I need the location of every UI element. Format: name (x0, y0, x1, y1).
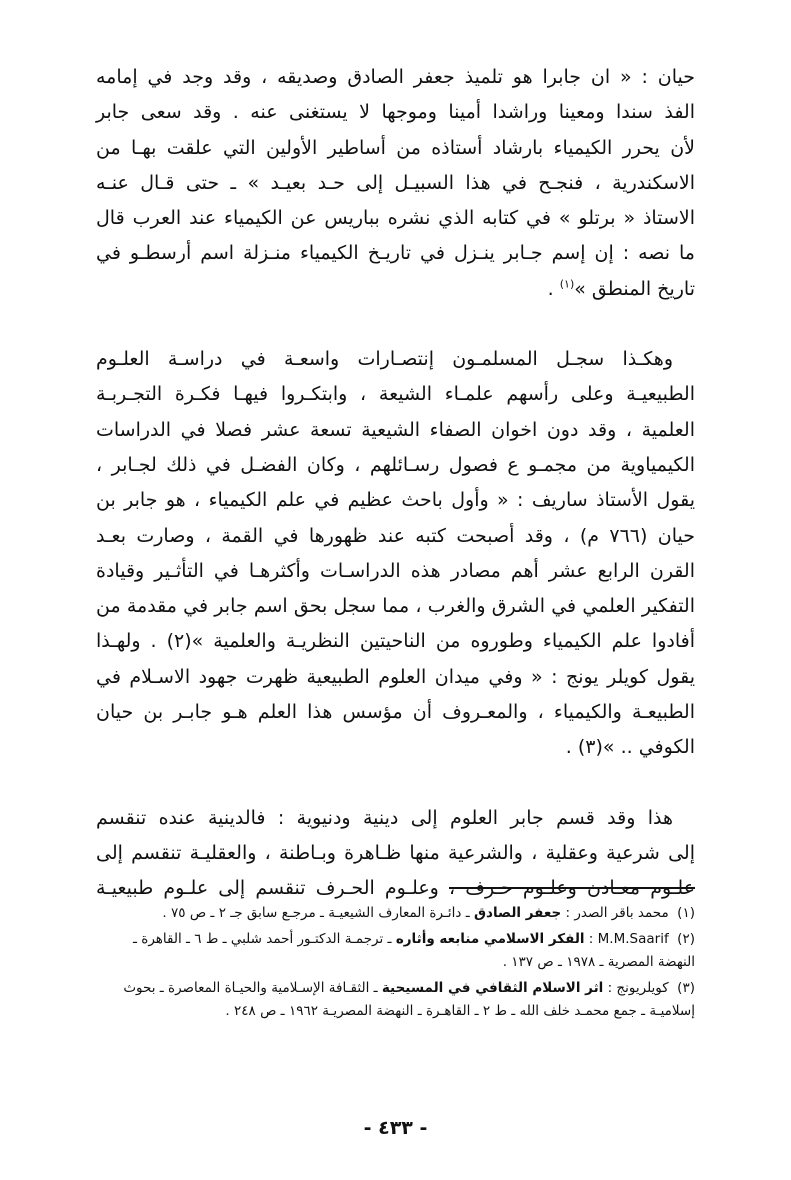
text-line: الاستاذ « برتلو » في كتابه الذي نشره بباريس عن الكيمياء عند العرب قال (96, 207, 695, 230)
text-fragment: . (547, 277, 560, 300)
footnote-author: كويلريونج : (603, 979, 669, 996)
footnote-details: ـ الثقـافة الإسـلامية والحيـاة المعاصرة ـ بحوث إسلاميـة ـ جمع محمـد خلف الله ـ ط ٢ ـ القاهـرة ـ النهضة المصريـة ١٩٦٢ ـ ص ٢٤٨ . (123, 979, 695, 1019)
text-line: علـوم معـادن وعلـوم حـرف ، وعلـوم الحـرف تنقسم إلى علـوم طبيعيـة (96, 877, 695, 900)
footnote-number: (١) (677, 905, 695, 921)
footnote-author: M.M.Saarif : (584, 930, 669, 947)
footnote-number: (٢) (677, 930, 695, 947)
footnote-ref: (١) (559, 277, 575, 291)
text-line: يقول الأستاذ ساريف : « وأول باحث عظيم في علم الكيمياء ، هو جابر بن (96, 489, 695, 512)
text-line: القرن الرابع عشر أهم مصادر هذه الدراسـات وأكثرهـا في التأثـير وقيادة (96, 559, 695, 582)
footnote-3 (96, 977, 695, 1024)
text-line: الطبيعيـة وعلى رأسهم علمـاء الشيعة ، وابتكـروا فيهـا فكـرة التجـربـة (96, 383, 695, 406)
footnote-details: ـ ترجمـة الدكتـور أحمد شلبي ـ ط ٦ ـ القاهرة ـ النهضة المصرية ـ ١٩٧٨ ـ ص ١٣٧ . (133, 930, 695, 970)
footnote-number: (٣) (677, 979, 695, 996)
footnote-1 (96, 902, 695, 926)
text-line: الاسكندرية ، فنجـح في هذا السبيـل إلى حـد بعيـد » ـ حتى قـال عنـه (96, 171, 695, 194)
footnote-author: محمد باقر الصدر : (561, 905, 669, 921)
paragraph-gap (96, 307, 695, 342)
text-line: الطبيعـة والكيمياء ، والمعـروف أن مؤسس هذا العلم هـو جابـر بن حيان (96, 701, 695, 724)
footnote-details: ـ دائـرة المعارف الشيعيـة ـ مرجـع سابق جـ ٢ ـ ص ٧٥ . (162, 905, 474, 921)
text-line: الكوفي .. »(٣) . (565, 736, 695, 759)
text-line: الكيمياوية من مجمـو ع فصول رسـائلهم ، وكان الفضـل في ذلك لجـابر ، (96, 453, 695, 476)
text-line: إلى شرعية وعقلية ، والشرعية منها ظـاهرة وبـاطنة ، والعقليـة تنقسم إلى (96, 841, 695, 864)
text-line: لأن يحرر الكيمياء بارشاد أستاذه من أساطير الأولين التي علقت بهـا من (96, 136, 695, 159)
footnote-title: اثر الاسلام الثقافي في المسيحية (381, 979, 604, 996)
paragraph-1 (96, 60, 695, 307)
page-number: - ٤٣٣ - (363, 1117, 428, 1139)
paragraph-gap (96, 766, 695, 801)
text-line: أفادوا علم الكيمياء وطوروه من الناحيتين النظريـة والعلمية »(٢) . ولهـذا (96, 630, 695, 653)
paragraph-2 (96, 342, 695, 766)
text-line: العلمية ، وقد دون اخوان الصفاء الشيعية تسعة عشر فصلا في الدراسات (96, 418, 695, 441)
text-line: وهكـذا سجـل المسلمـون إنتصـارات واسعـة في دراسـة العلـوم (96, 348, 673, 371)
footnote-title: الفكر الاسلامي منابعه وأثاره (395, 930, 585, 947)
text-line (96, 272, 695, 307)
body-text (96, 60, 695, 907)
footnote-2 (96, 928, 695, 975)
text-line: هذا وقد قسم جابر العلوم إلى دينية ودنيوية : فالدينية عنده تنقسم (96, 806, 673, 829)
footnotes (96, 902, 695, 1026)
text-line: يقول كويلر يونج : « وفي ميدان العلوم الطبيعية ظهرت جهود الاسـلام في (96, 665, 695, 688)
text-line: ما نصه : إن إسم جـابر ينـزل في تاريـخ الكيمياء منـزلة اسم أرسطـو في (96, 242, 695, 265)
paragraph-3 (96, 801, 695, 907)
text-line: التفكير العلمي في الشرق والغرب ، مما سجل بحق اسم جابر في مقدمة من (96, 595, 695, 618)
text-fragment: تاريخ المنطق » (574, 277, 695, 300)
footnote-separator (449, 887, 695, 889)
text-line: الفذ سندا ومعينا وراشدا أمينا وموجها لا يستغنى عنه . وقد سعى جابر (96, 101, 695, 124)
text-line: حيان : « ان جابرا هو تلميذ جعفر الصادق وصديقه ، وقد وجد في إمامه (96, 66, 695, 88)
footnote-title: جعفر الصادق (473, 905, 562, 921)
text-line: حيان (٧٦٦ م) ، وقد أصبحت كتبه عند ظهورها في القمة ، وصارت بعـد (96, 524, 695, 547)
